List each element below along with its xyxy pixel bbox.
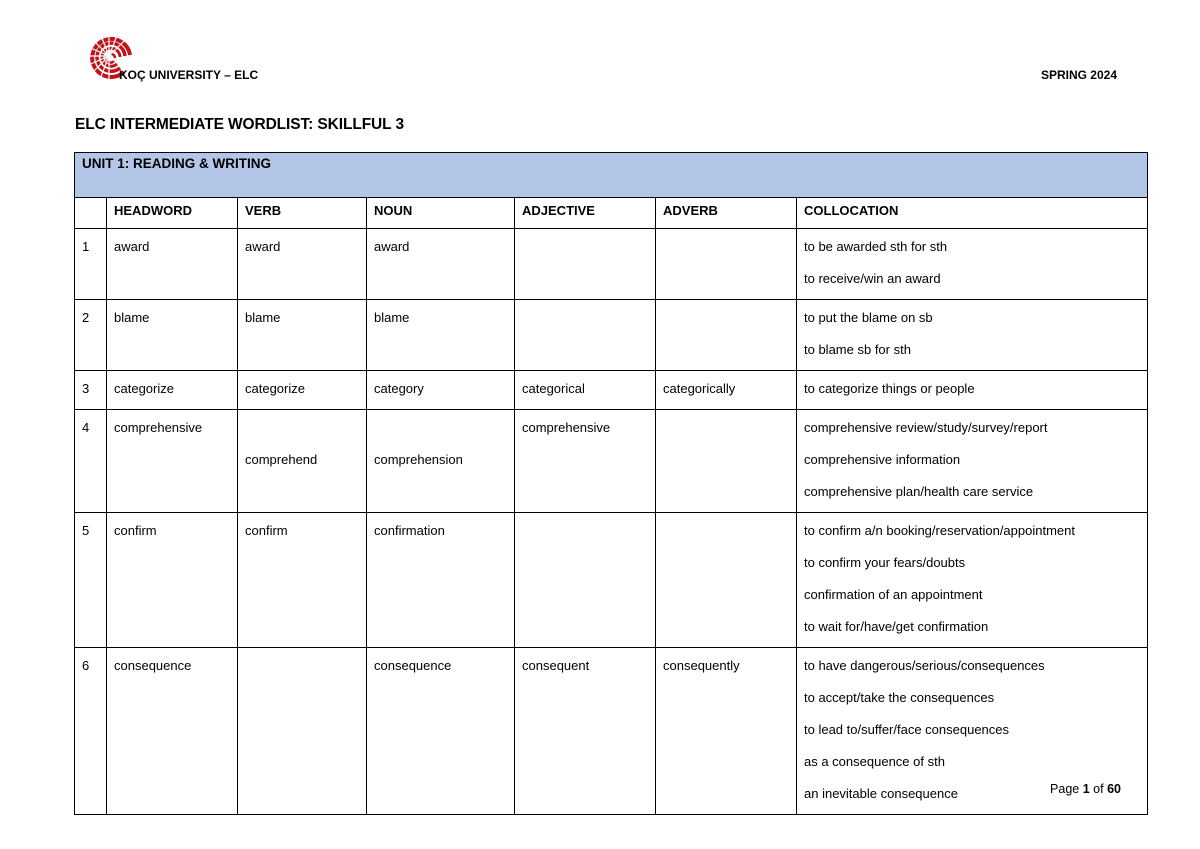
row-number: 3 [82, 381, 90, 396]
table-row [75, 229, 1148, 300]
row-number: 5 [82, 523, 90, 538]
adjective-cell [522, 306, 655, 338]
table-row [75, 371, 1148, 410]
collocation-item: comprehensive review/study/survey/report [804, 420, 1048, 435]
document-title: ELC INTERMEDIATE WORDLIST: SKILLFUL 3 [75, 116, 404, 133]
collocation-item: to have dangerous/serious/consequences [804, 658, 1045, 673]
adjective-cell: consequent [522, 658, 590, 673]
column-header-number [75, 198, 107, 229]
column-header-collocation: COLLOCATION [797, 198, 1148, 229]
adjective-cell: categorical [522, 381, 585, 396]
adjective-cell: comprehensive [522, 420, 611, 435]
headword-cell: confirm [114, 523, 157, 538]
noun-cell: award [374, 239, 410, 254]
row-number: 6 [82, 658, 90, 673]
page-total: 60 [1107, 782, 1121, 796]
noun-cell: consequence [374, 658, 452, 673]
collocation-item: to lead to/suffer/face consequences [804, 722, 1010, 737]
noun-cell: category [374, 381, 424, 396]
unit-header-row [75, 153, 1148, 198]
table-row [75, 410, 1148, 513]
page-label: Page [1050, 782, 1080, 796]
headword-cell: award [114, 239, 150, 254]
collocation-item: to receive/win an award [804, 271, 941, 286]
collocation-item: to confirm a/n booking/reservation/appointment [804, 523, 1075, 538]
collocation-item: an inevitable consequence [804, 786, 958, 801]
column-header-noun: NOUN [367, 198, 515, 229]
page-number [1050, 782, 1121, 796]
column-header-verb: VERB [238, 198, 367, 229]
verb-cell: blame [245, 310, 281, 325]
column-header-adjective: ADJECTIVE [515, 198, 656, 229]
collocation-item: to be awarded sth for sth [804, 239, 948, 254]
noun-cell: comprehension [374, 452, 463, 467]
adverb-cell: consequently [663, 658, 740, 673]
collocation-item: comprehensive plan/health care service [804, 484, 1034, 499]
table-row [75, 648, 1148, 815]
page-current: 1 [1082, 782, 1090, 796]
adverb-cell [663, 519, 796, 551]
adjective-cell [522, 235, 655, 267]
collocation-item: to blame sb for sth [804, 342, 911, 357]
collocation-item: comprehensive information [804, 452, 961, 467]
institution-name: KOÇ UNIVERSITY – ELC [119, 68, 259, 82]
column-header-row [75, 198, 1148, 229]
collocation-item: to confirm your fears/doubts [804, 555, 966, 570]
headword-cell: categorize [114, 381, 174, 396]
verb-cell [245, 654, 366, 686]
verb-cell: award [245, 239, 281, 254]
noun-cell: confirmation [374, 523, 445, 538]
row-number: 1 [82, 239, 90, 254]
table-row [75, 513, 1148, 648]
collocation-item: to put the blame on sb [804, 310, 933, 325]
adverb-cell [663, 235, 796, 267]
headword-cell: comprehensive [114, 420, 203, 435]
headword-cell: blame [114, 310, 150, 325]
row-number: 2 [82, 310, 90, 325]
collocation-item: as a consequence of sth [804, 754, 945, 769]
verb-cell: categorize [245, 381, 305, 396]
verb-cell: confirm [245, 523, 288, 538]
adjective-cell [522, 519, 655, 551]
adverb-cell [663, 416, 796, 448]
noun-cell: blame [374, 310, 410, 325]
verb-cell: comprehend [245, 452, 318, 467]
adverb-cell: categorically [663, 381, 736, 396]
column-header-adverb: ADVERB [656, 198, 797, 229]
collocation-item: to accept/take the consequences [804, 690, 995, 705]
collocation-item: to categorize things or people [804, 381, 975, 396]
headword-cell: consequence [114, 658, 192, 673]
wordlist-table [74, 152, 1148, 815]
row-number: 4 [82, 420, 90, 435]
adverb-cell [663, 306, 796, 338]
table-row [75, 300, 1148, 371]
column-header-headword: HEADWORD [107, 198, 238, 229]
page-of: of [1093, 782, 1104, 796]
unit-title: UNIT 1: READING & WRITING [75, 153, 1148, 198]
term-label: SPRING 2024 [1040, 68, 1117, 82]
collocation-item: confirmation of an appointment [804, 587, 983, 602]
collocation-item: to wait for/have/get confirmation [804, 619, 989, 634]
